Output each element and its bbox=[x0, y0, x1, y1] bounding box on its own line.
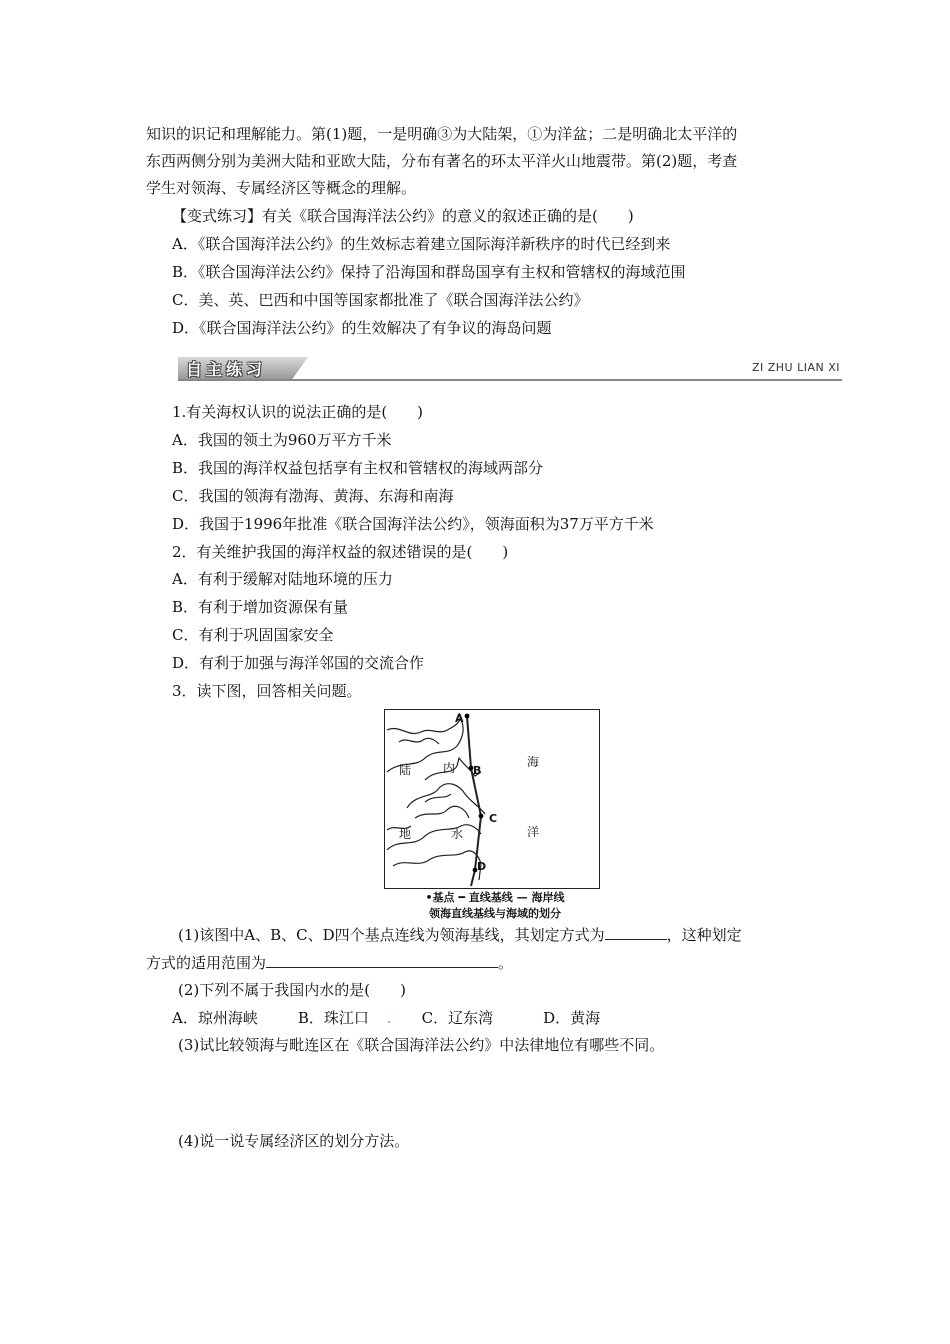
label-shui: 水 bbox=[451, 827, 464, 841]
coastline bbox=[387, 713, 485, 880]
section-banner bbox=[178, 355, 842, 383]
section-title: 自主练习 bbox=[186, 360, 267, 379]
analysis-line-1: 知识的识记和理解能力。第(1)题，一是明确③为大陆架，①为洋盆；二是明确北太平洋的 bbox=[146, 125, 738, 143]
q1-option-d: D．我国于1996年批准《联合国海洋法公约》，领海面积为37万平方千米 bbox=[172, 515, 654, 533]
q2-stem: 2．有关维护我国的海洋权益的叙述错误的是( ) bbox=[172, 543, 509, 561]
q2-option-a: A．有利于缓解对陆地环境的压力 bbox=[172, 570, 393, 588]
answer-blank-1[interactable] bbox=[605, 924, 667, 940]
subq-2-options bbox=[172, 1008, 600, 1028]
subq-1-text-1: (1)该图中A、B、C、D四个基点连线为领海基线，其划定方式为 bbox=[178, 926, 605, 944]
banner-rule bbox=[178, 379, 842, 381]
analysis-line-2: 东西两侧分别为美洲大陆和亚欧大陆，分布有著名的环太平洋火山地震带。第(2)题，考查 bbox=[146, 152, 738, 170]
stray-dot: . bbox=[386, 1009, 392, 1027]
q1-stem: 1.有关海权认识的说法正确的是( ) bbox=[172, 403, 424, 421]
subq-3-stem: (3)试比较领海与毗连区在《联合国海洋法公约》中法律地位有哪些不同。 bbox=[178, 1036, 665, 1054]
label-hai: 海 bbox=[527, 755, 540, 769]
subq-1-text-3: 方式的适用范围为 bbox=[146, 954, 267, 972]
variant-option-a: A．《联合国海洋法公约》的生效标志着建立国际海洋新秩序的时代已经到来 bbox=[172, 235, 671, 253]
q1-option-c: C．我国的领海有渤海、黄海、东海和南海 bbox=[172, 487, 454, 505]
subq-1-line-2 bbox=[146, 952, 513, 973]
variant-option-b: B．《联合国海洋法公约》保持了沿海国和群岛国享有主权和管辖权的海域范围 bbox=[172, 263, 686, 281]
q3-stem: 3．读下图，回答相关问题。 bbox=[172, 682, 362, 700]
base-point-c bbox=[479, 814, 484, 819]
base-point-a bbox=[465, 714, 470, 719]
baseline-map-figure bbox=[384, 709, 600, 889]
q1-option-a: A．我国的领土为960万平方千米 bbox=[172, 431, 392, 449]
variant-question: 【变式练习】有关《联合国海洋法公约》的意义的叙述正确的是( ) bbox=[172, 207, 634, 225]
label-lu: 陆 bbox=[399, 763, 412, 777]
subq-1-line-1 bbox=[178, 924, 742, 945]
label-d: D bbox=[477, 860, 487, 873]
figure-legend: •基点 ━ 直线基线 — 海岸线 bbox=[425, 891, 565, 904]
subq-2-option-c: C．辽东湾 bbox=[421, 1009, 494, 1027]
subq-1-text-4: 。 bbox=[498, 954, 514, 972]
q1-option-b: B．我国的海洋权益包括享有主权和管辖权的海域两部分 bbox=[172, 459, 544, 477]
subq-1-text-2: ，这种划定 bbox=[666, 926, 742, 944]
answer-blank-2[interactable] bbox=[266, 952, 498, 968]
label-nei: 内 bbox=[443, 761, 456, 775]
subq-2-stem: (2)下列不属于我国内水的是( ) bbox=[178, 981, 406, 999]
subq-4-stem: (4)说一说专属经济区的划分方法。 bbox=[178, 1132, 410, 1150]
label-di: 地 bbox=[399, 827, 412, 841]
analysis-line-3: 学生对领海、专属经济区等概念的理解。 bbox=[146, 179, 417, 197]
q2-option-c: C．有利于巩固国家安全 bbox=[172, 626, 334, 644]
base-points bbox=[465, 714, 487, 873]
label-c: C bbox=[489, 812, 498, 825]
label-b: B bbox=[473, 764, 482, 777]
subq-2-option-d: D．黄海 bbox=[543, 1009, 601, 1027]
q2-option-b: B．有利于增加资源保有量 bbox=[172, 598, 349, 616]
figure-caption: 领海直线基线与海域的划分 bbox=[429, 907, 561, 920]
baseline-map bbox=[385, 710, 598, 887]
section-subtitle: ZI ZHU LIAN XI bbox=[751, 361, 840, 374]
label-yang: 洋 bbox=[527, 825, 540, 839]
subq-2-option-b: B．珠江口 bbox=[297, 1009, 369, 1027]
subq-2-option-a: A．琼州海峡 bbox=[172, 1009, 258, 1027]
label-a: A bbox=[455, 712, 464, 725]
variant-option-d: D．《联合国海洋法公约》的生效解决了有争议的海岛问题 bbox=[172, 319, 552, 337]
variant-option-c: C．美、英、巴西和中国等国家都批准了《联合国海洋法公约》 bbox=[172, 291, 589, 309]
q2-option-d: D．有利于加强与海洋邻国的交流合作 bbox=[172, 654, 425, 672]
